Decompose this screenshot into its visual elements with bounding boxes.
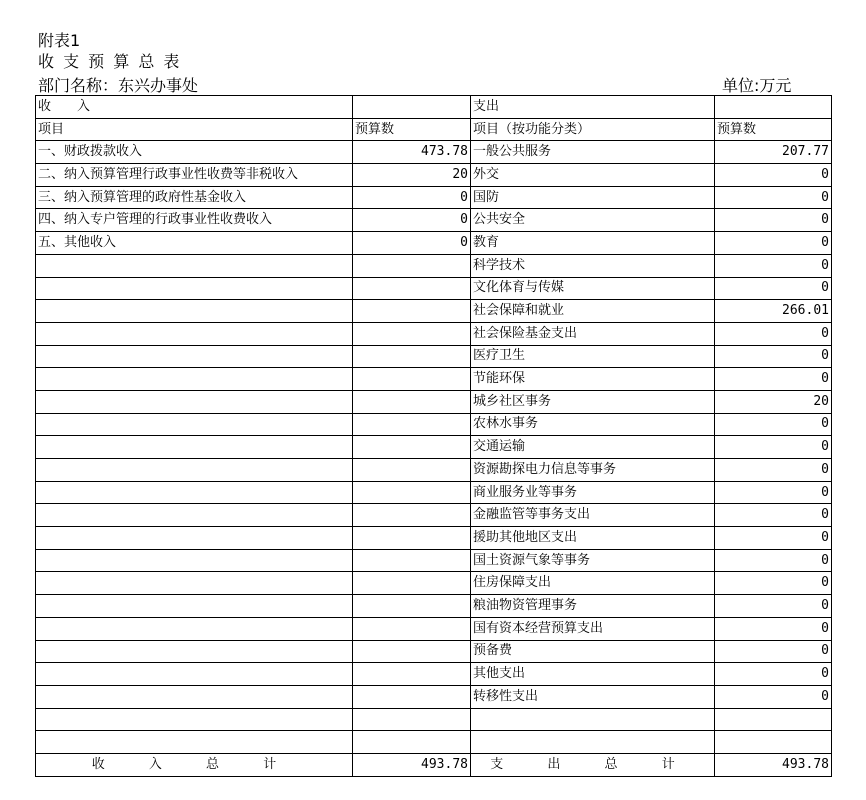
income-item-cell: 二、纳入预算管理行政事业性收费等非税收入 (36, 164, 353, 187)
expense-amount-cell: 0 (715, 617, 832, 640)
income-section-header: 收 入 (36, 96, 353, 119)
income-amount-cell (353, 277, 471, 300)
income-item-cell (36, 254, 353, 277)
expense-item-cell: 资源勘探电力信息等事务 (471, 459, 715, 482)
expense-amount-cell: 0 (715, 164, 832, 187)
expense-item-cell: 援助其他地区支出 (471, 527, 715, 550)
expense-amount-header: 预算数 (715, 118, 832, 141)
expense-section-header: 支出 (471, 96, 715, 119)
expense-item-cell: 节能环保 (471, 368, 715, 391)
expense-amount-cell: 0 (715, 459, 832, 482)
expense-item-cell (471, 731, 715, 754)
income-item-cell (36, 413, 353, 436)
expense-amount-cell: 0 (715, 345, 832, 368)
empty-cell (715, 96, 832, 119)
income-item-cell (36, 277, 353, 300)
income-item-cell: 四、纳入专户管理的行政事业性收费收入 (36, 209, 353, 232)
expense-amount-cell: 0 (715, 436, 832, 459)
income-item-cell (36, 527, 353, 550)
attachment-label: 附表1 (38, 31, 81, 50)
table-row (36, 595, 832, 618)
table-row (36, 504, 832, 527)
table-row (36, 254, 832, 277)
income-item-cell (36, 595, 353, 618)
expense-item-cell: 国防 (471, 186, 715, 209)
expense-item-cell: 交通运输 (471, 436, 715, 459)
income-amount-cell: 0 (353, 232, 471, 255)
table-row (36, 164, 832, 187)
section-header-row (36, 96, 832, 119)
expense-item-cell: 住房保障支出 (471, 572, 715, 595)
income-amount-cell (353, 459, 471, 482)
income-item-cell (36, 663, 353, 686)
expense-item-cell: 商业服务业等事务 (471, 481, 715, 504)
income-item-cell (36, 481, 353, 504)
expense-amount-cell (715, 708, 832, 731)
income-amount-cell (353, 390, 471, 413)
table-row (36, 368, 832, 391)
income-item-cell (36, 459, 353, 482)
empty-cell (353, 96, 471, 119)
income-amount-cell: 0 (353, 209, 471, 232)
income-item-cell (36, 345, 353, 368)
expense-item-cell: 城乡社区事务 (471, 390, 715, 413)
expense-amount-cell: 0 (715, 527, 832, 550)
income-item-cell (36, 708, 353, 731)
table-row (36, 617, 832, 640)
table-row (36, 322, 832, 345)
table-row (36, 436, 832, 459)
expense-total-amount: 493.78 (715, 753, 832, 776)
expense-amount-cell: 0 (715, 209, 832, 232)
income-item-header: 项目 (36, 118, 353, 141)
income-amount-cell: 0 (353, 186, 471, 209)
table-row (36, 549, 832, 572)
expense-item-cell: 粮油物资管理事务 (471, 595, 715, 618)
expense-amount-cell: 20 (715, 390, 832, 413)
expense-item-cell: 预备费 (471, 640, 715, 663)
table-row (36, 572, 832, 595)
expense-amount-cell: 0 (715, 322, 832, 345)
expense-amount-cell: 0 (715, 549, 832, 572)
income-amount-cell (353, 731, 471, 754)
income-amount-cell (353, 549, 471, 572)
expense-item-cell: 一般公共服务 (471, 141, 715, 164)
income-item-cell: 一、财政拨款收入 (36, 141, 353, 164)
income-amount-cell: 473.78 (353, 141, 471, 164)
income-amount-cell (353, 595, 471, 618)
expense-amount-cell: 0 (715, 595, 832, 618)
expense-amount-cell: 0 (715, 685, 832, 708)
expense-amount-cell: 0 (715, 481, 832, 504)
table-row (36, 459, 832, 482)
income-amount-cell (353, 436, 471, 459)
budget-summary-table (35, 95, 832, 777)
income-item-cell (36, 436, 353, 459)
income-item-cell: 三、纳入预算管理的政府性基金收入 (36, 186, 353, 209)
income-total-amount: 493.78 (353, 753, 471, 776)
expense-item-cell: 社会保险基金支出 (471, 322, 715, 345)
income-amount-header: 预算数 (353, 118, 471, 141)
income-item-cell (36, 731, 353, 754)
table-row (36, 209, 832, 232)
table-row (36, 640, 832, 663)
table-row (36, 300, 832, 323)
table-row (36, 277, 832, 300)
expense-amount-cell: 0 (715, 640, 832, 663)
expense-item-cell: 科学技术 (471, 254, 715, 277)
expense-item-cell: 农林水事务 (471, 413, 715, 436)
income-amount-cell (353, 345, 471, 368)
income-item-cell (36, 368, 353, 391)
expense-amount-cell: 0 (715, 504, 832, 527)
income-total-label: 收 入 总 计 (36, 753, 353, 776)
table-row (36, 186, 832, 209)
income-amount-cell (353, 617, 471, 640)
income-item-cell (36, 322, 353, 345)
expense-amount-cell: 0 (715, 254, 832, 277)
table-row (36, 232, 832, 255)
expense-item-cell: 国有资本经营预算支出 (471, 617, 715, 640)
income-item-cell (36, 549, 353, 572)
income-amount-cell (353, 504, 471, 527)
expense-total-label: 支 出 总 计 (471, 753, 715, 776)
income-item-cell (36, 685, 353, 708)
table-row (36, 141, 832, 164)
income-amount-cell (353, 572, 471, 595)
table-row (36, 481, 832, 504)
table-row (36, 731, 832, 754)
income-amount-cell (353, 300, 471, 323)
expense-item-cell: 国土资源气象等事务 (471, 549, 715, 572)
expense-item-cell: 金融监管等事务支出 (471, 504, 715, 527)
expense-amount-cell: 0 (715, 572, 832, 595)
income-amount-cell (353, 527, 471, 550)
table-row (36, 708, 832, 731)
unit-label: 单位:万元 (722, 76, 792, 95)
expense-item-header: 项目（按功能分类） (471, 118, 715, 141)
expense-amount-cell: 0 (715, 663, 832, 686)
income-amount-cell (353, 322, 471, 345)
income-item-cell: 五、其他收入 (36, 232, 353, 255)
expense-item-cell: 公共安全 (471, 209, 715, 232)
table-row (36, 345, 832, 368)
column-header-row (36, 118, 832, 141)
expense-amount-cell: 0 (715, 368, 832, 391)
income-item-cell (36, 617, 353, 640)
income-amount-cell: 20 (353, 164, 471, 187)
expense-item-cell: 教育 (471, 232, 715, 255)
expense-amount-cell: 266.01 (715, 300, 832, 323)
expense-amount-cell: 0 (715, 277, 832, 300)
table-row (36, 413, 832, 436)
expense-item-cell: 转移性支出 (471, 685, 715, 708)
income-amount-cell (353, 413, 471, 436)
table-row (36, 685, 832, 708)
income-item-cell (36, 300, 353, 323)
income-amount-cell (353, 708, 471, 731)
income-amount-cell (353, 640, 471, 663)
table-row (36, 390, 832, 413)
expense-amount-cell (715, 731, 832, 754)
income-amount-cell (353, 368, 471, 391)
income-item-cell (36, 572, 353, 595)
department-name: 部门名称：东兴办事处 (38, 76, 199, 95)
expense-amount-cell: 0 (715, 232, 832, 255)
income-item-cell (36, 504, 353, 527)
total-row (36, 753, 832, 776)
page-title: 收 支 预 算 总 表 (38, 52, 182, 71)
income-amount-cell (353, 481, 471, 504)
income-item-cell (36, 640, 353, 663)
table-row (36, 527, 832, 550)
expense-item-cell (471, 708, 715, 731)
income-item-cell (36, 390, 353, 413)
expense-item-cell: 文化体育与传媒 (471, 277, 715, 300)
expense-item-cell: 其他支出 (471, 663, 715, 686)
expense-item-cell: 社会保障和就业 (471, 300, 715, 323)
table-row (36, 663, 832, 686)
expense-item-cell: 外交 (471, 164, 715, 187)
income-amount-cell (353, 663, 471, 686)
expense-amount-cell: 0 (715, 413, 832, 436)
income-amount-cell (353, 685, 471, 708)
income-amount-cell (353, 254, 471, 277)
expense-amount-cell: 207.77 (715, 141, 832, 164)
expense-item-cell: 医疗卫生 (471, 345, 715, 368)
expense-amount-cell: 0 (715, 186, 832, 209)
